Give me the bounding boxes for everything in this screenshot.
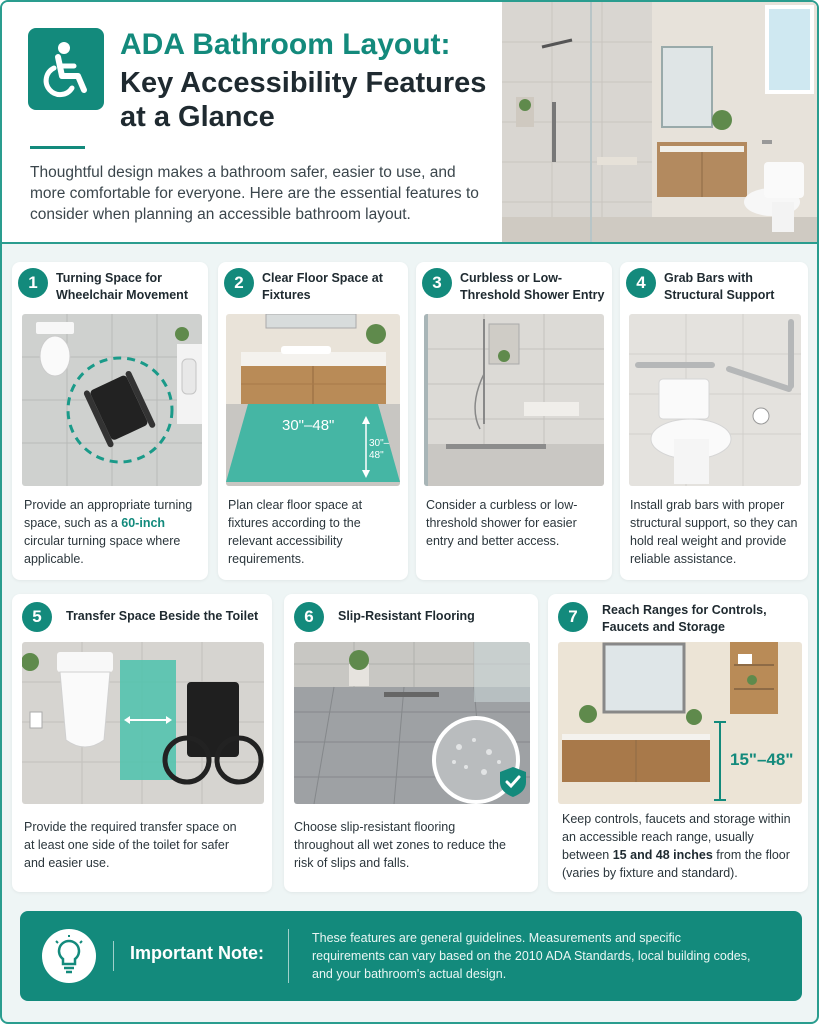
header xyxy=(2,2,817,242)
divider xyxy=(30,146,85,149)
feature-description xyxy=(24,496,202,568)
desc-text: from the floor (varies by fixture and standard). xyxy=(562,848,790,880)
feature-card-1 xyxy=(12,262,208,580)
width-measurement: 30"–48" xyxy=(282,417,335,434)
important-note-banner xyxy=(20,911,802,1001)
feature-title: Clear Floor Space at Fixtures xyxy=(262,271,383,302)
note-divider xyxy=(288,929,289,983)
step-number: 2 xyxy=(224,268,254,298)
note-title: Important Note: xyxy=(130,943,264,963)
grab-bars-image xyxy=(629,314,801,486)
desc-highlight: 60-inch xyxy=(121,516,166,530)
feature-title: Turning Space for Wheelchair Movement xyxy=(56,271,188,302)
step-number: 3 xyxy=(422,268,452,298)
step-number: 7 xyxy=(558,602,588,632)
feature-card-6 xyxy=(284,594,538,892)
clear-floor-space-image xyxy=(226,314,400,486)
reach-range-image xyxy=(558,642,802,804)
feature-card-5 xyxy=(12,594,272,892)
feature-card-3 xyxy=(416,262,612,580)
feature-title: Grab Bars with Structural Support xyxy=(664,271,775,302)
curbless-shower-image xyxy=(424,314,604,486)
page-subtitle: Key Accessibility Features at a Glance xyxy=(120,67,487,133)
lightbulb-icon xyxy=(42,929,96,983)
feature-card-7 xyxy=(548,594,808,892)
desc-highlight: 15 and 48 inches xyxy=(612,848,713,862)
desc-text: circular turning space where applicable. xyxy=(24,534,181,566)
step-number: 4 xyxy=(626,268,656,298)
step-number: 5 xyxy=(22,602,52,632)
step-number: 1 xyxy=(18,268,48,298)
intro-text: Thoughtful design makes a bathroom safer, easier to use, and more comfortable for everyone. Here are the essential features to consider when planning an accessible bathroom layout. xyxy=(30,164,479,223)
shield-check-icon xyxy=(499,766,527,798)
feature-description: Consider a curbless or low-threshold shower for easier entry and better access. xyxy=(426,498,578,548)
desc-text: Keep controls, faucets and storage within an accessible reach range, usually between xyxy=(562,812,791,862)
feature-description: Plan clear floor space at fixtures according to the relevant accessibility requirements. xyxy=(228,498,363,566)
note-divider xyxy=(113,941,114,971)
feature-description xyxy=(562,810,798,882)
turning-space-image xyxy=(22,314,202,486)
reach-range-measurement: 15"–48" xyxy=(730,750,794,769)
desc-text: Provide an appropriate turning space, such as a xyxy=(24,498,193,530)
feature-title: Transfer Space Beside the Toilet xyxy=(66,609,259,623)
feature-card-4 xyxy=(620,262,808,580)
step-number: 6 xyxy=(294,602,324,632)
feature-card-2 xyxy=(218,262,408,580)
feature-description: Install grab bars with proper structural support, so they can hold real weight and provide reliable assistance. xyxy=(630,498,798,566)
feature-description: Choose slip-resistant flooring throughout all wet zones to reduce the risk of slips and falls. xyxy=(294,820,506,870)
feature-title: Reach Ranges for Controls, Faucets and Storage xyxy=(602,603,767,634)
slip-resistant-flooring-image xyxy=(294,642,530,804)
header-divider xyxy=(2,242,817,244)
note-text: These features are general guidelines. Measurements and specific requirements can vary based on the 2010 ADA Standards, local building codes, and your bathroom's actual design. xyxy=(312,931,751,981)
feature-description: Provide the required transfer space on at least one side of the toilet for safer and easier use. xyxy=(24,820,237,870)
feature-title: Slip-Resistant Flooring xyxy=(338,609,475,623)
transfer-space-image xyxy=(22,642,264,804)
feature-title: Curbless or Low-Threshold Shower Entry xyxy=(460,271,605,302)
wheelchair-icon xyxy=(28,28,104,110)
depth-measurement: 30"–48" xyxy=(369,438,390,461)
page-title: ADA Bathroom Layout: xyxy=(120,28,451,61)
hero-bathroom-image xyxy=(502,2,817,242)
